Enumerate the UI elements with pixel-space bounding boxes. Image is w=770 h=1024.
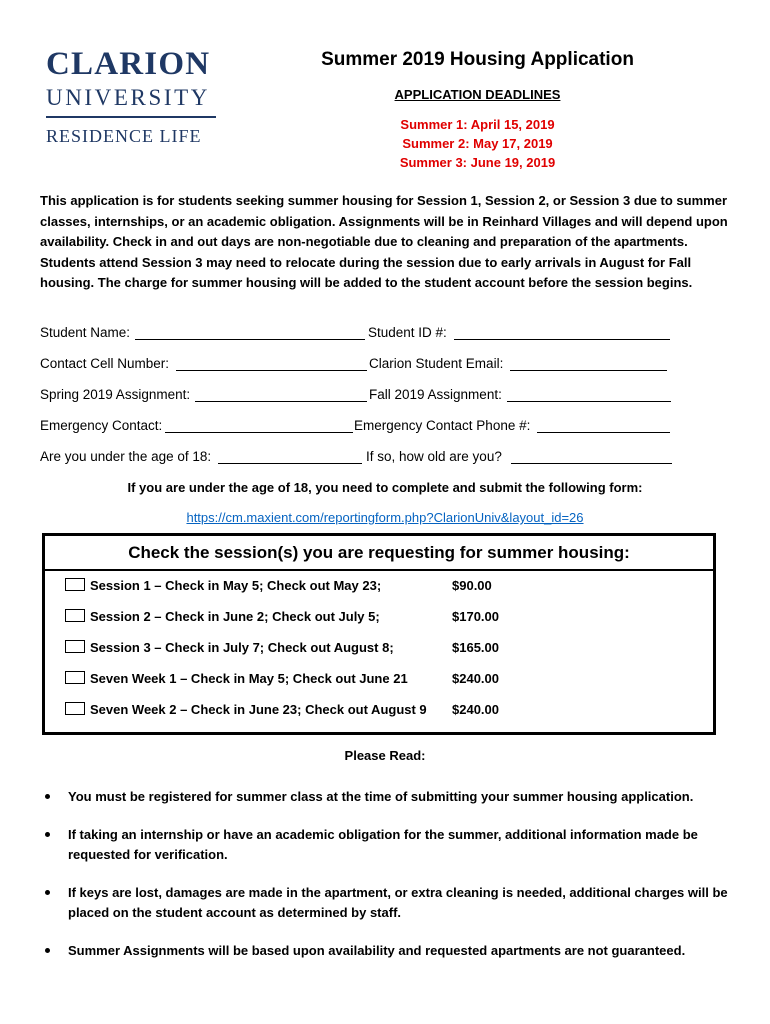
emergency-phone-label: Emergency Contact Phone #: [354,418,531,433]
bullet-text: If keys are lost, damages are made in the apartment, or extra cleaning is needed, additional charges will be placed on the student account as determined by staff. [68,885,728,920]
reporting-form-link[interactable]: https://cm.maxient.com/reportingform.php?ClarionUniv&layout_id=26 [186,510,584,525]
session-label: Seven Week 2 – Check in June 23; Check out August 9 [90,702,427,717]
session-option [45,576,713,598]
session-price: $170.00 [452,609,499,624]
deadline-summer-2: Summer 2: May 17, 2019 [402,136,553,151]
form-row-emergency [40,418,680,436]
bullet-item [40,787,730,807]
logo-divider [46,116,216,118]
student-id-label: Student ID #: [368,325,447,340]
page-title: Summer 2019 Housing Application [321,49,634,70]
session-price: $240.00 [452,671,499,686]
sessions-box [42,533,716,735]
session-label: Session 2 – Check in June 2; Check out July 5; [90,609,380,624]
spring-assignment-field[interactable] [195,387,367,402]
form-row-name [40,325,680,343]
seven-week-2-checkbox[interactable] [65,702,85,715]
intro-paragraph: This application is for students seeking summer housing for Session 1, Session 2, or Session 3 due to summer classes, internships, or an academic obligation. Assignments will be in Reinhard Villages and will depend upon availability. Check in and out days are non-negotiable due to cleaning and preparation of the apartments. Students attend Session 3 may need to relocate during the session due to early arrivals in August for Fall housing. The charge for summer housing will be added to the student account before the session begins. [40,193,728,290]
session-label: Session 1 – Check in May 5; Check out May 23; [90,578,382,593]
please-read-heading: Please Read: [344,748,426,763]
under-18-field[interactable] [218,449,362,464]
session-price: $240.00 [452,702,499,717]
deadline-summer-1: Summer 1: April 15, 2019 [400,117,555,132]
session-3-checkbox[interactable] [65,640,85,653]
bullet-item [40,941,730,961]
emergency-contact-label: Emergency Contact: [40,418,163,433]
session-1-checkbox[interactable] [65,578,85,591]
email-label: Clarion Student Email: [369,356,504,371]
how-old-field[interactable] [511,449,672,464]
deadline-summer-3: Summer 3: June 19, 2019 [399,155,556,170]
how-old-label: If so, how old are you? [366,449,502,464]
sessions-heading: Check the session(s) you are requesting for summer housing: [45,536,713,571]
session-price: $165.00 [452,640,499,655]
logo-university: UNIVERSITY [46,85,210,110]
logo-residence-life: RESIDENCE LIFE [46,126,202,146]
spring-assignment-label: Spring 2019 Assignment: [40,387,191,402]
session-label: Seven Week 1 – Check in May 5; Check out June 21 [90,671,408,686]
bullet-dot-icon [45,948,50,953]
student-id-field[interactable] [454,325,670,340]
bullet-text: You must be registered for summer class at the time of submitting your summer housing application. [68,789,694,804]
student-name-field[interactable] [135,325,365,340]
form-row-assignment [40,387,680,405]
session-option [45,669,713,691]
bullet-dot-icon [45,832,50,837]
emergency-phone-field[interactable] [537,418,670,433]
logo-clarion: CLARION [46,46,211,82]
under-18-label: Are you under the age of 18: [40,449,212,464]
bullet-text: Summer Assignments will be based upon availability and requested apartments are not guaranteed. [68,943,686,958]
form-row-age [40,449,680,467]
fall-assignment-field[interactable] [507,387,671,402]
seven-week-1-checkbox[interactable] [65,671,85,684]
bullet-text: If taking an internship or have an academic obligation for the summer, additional information made be requested for verification. [68,827,698,862]
email-field[interactable] [510,356,667,371]
session-label: Session 3 – Check in July 7; Check out August 8; [90,640,394,655]
bullet-dot-icon [45,794,50,799]
session-price: $90.00 [452,578,492,593]
cell-number-field[interactable] [176,356,367,371]
bullet-item [40,825,730,865]
session-option [45,607,713,629]
bullet-item [40,883,730,923]
student-name-label: Student Name: [40,325,131,340]
session-option [45,700,713,722]
cell-number-label: Contact Cell Number: [40,356,170,371]
bullet-dot-icon [45,890,50,895]
deadlines-heading: APPLICATION DEADLINES [394,87,561,102]
fall-assignment-label: Fall 2019 Assignment: [369,387,502,402]
emergency-contact-field[interactable] [165,418,353,433]
under-18-note: If you are under the age of 18, you need to complete and submit the following form: [127,480,643,495]
form-row-contact [40,356,680,374]
session-2-checkbox[interactable] [65,609,85,622]
session-option [45,638,713,660]
